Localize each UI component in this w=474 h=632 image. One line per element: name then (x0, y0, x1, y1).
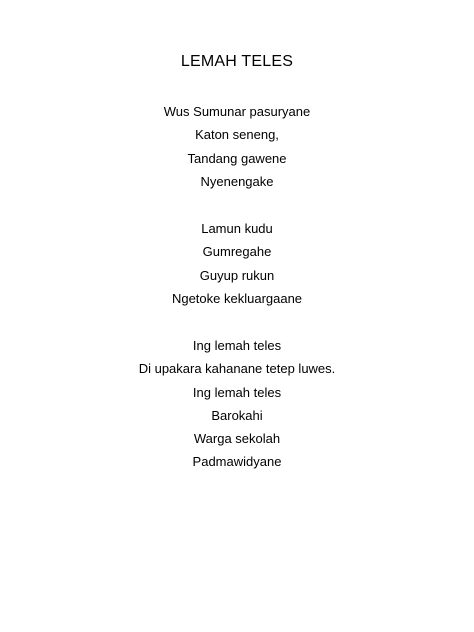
verse-line: Barokahi (211, 407, 263, 423)
stanza-3 (0, 334, 474, 474)
verse-line: Ing lemah teles (192, 338, 282, 353)
verse-line: Padmawidyane (192, 454, 282, 470)
verse-line: Lamun kudu (201, 221, 273, 236)
verse-line: Ngetoke kekluargaane (171, 290, 303, 306)
stanza-2 (0, 217, 474, 310)
verse-line: Wus Sumunar pasuryane (163, 104, 311, 119)
stanza-1 (0, 100, 474, 193)
verse-line: Tandang gawene (187, 150, 287, 166)
verse-line: Warga sekolah (193, 431, 281, 447)
verse-line: Nyenengake (200, 173, 274, 189)
page-title: LEMAH TELES (180, 53, 294, 70)
verse-line: Katon seneng, (195, 127, 279, 143)
verse-line: Ing lemah teles (192, 384, 282, 400)
verse-line: Di upakara kahanane tetep luwes. (138, 361, 336, 377)
verse-line: Guyup rukun (199, 267, 275, 283)
verse-line: Gumregahe (202, 244, 272, 260)
